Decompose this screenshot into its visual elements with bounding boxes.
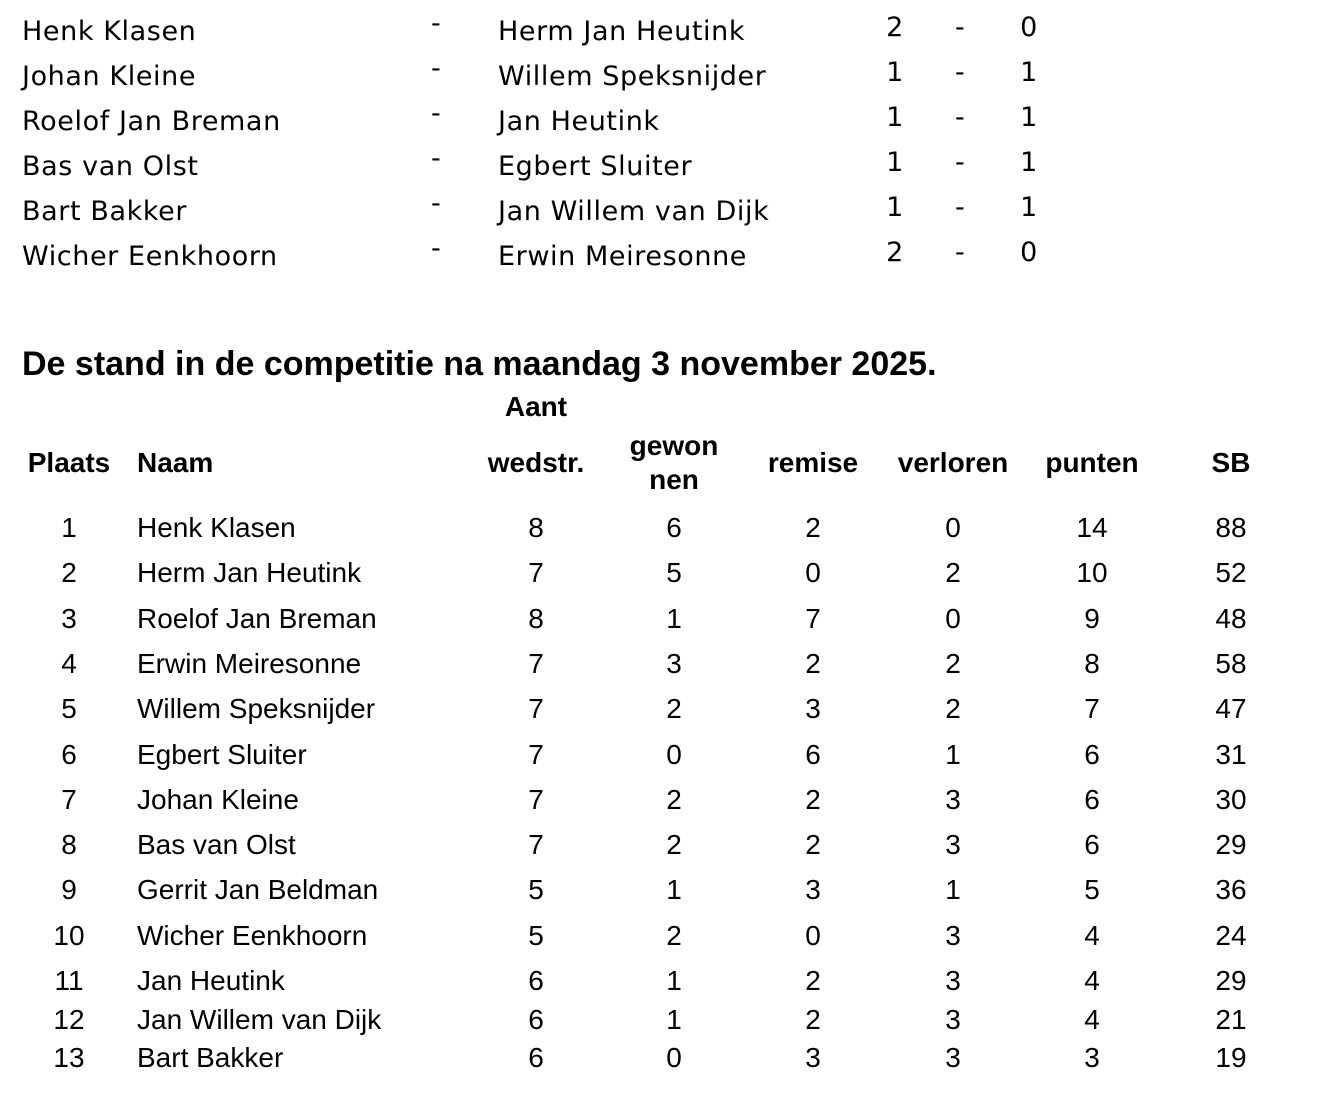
lost-cell: 1 — [945, 874, 961, 905]
points-cell: 4 — [1084, 1004, 1100, 1035]
won-cell: 3 — [666, 648, 682, 679]
won-cell: 1 — [666, 874, 682, 905]
score-away: 0 — [1020, 12, 1038, 43]
draw-cell: 2 — [805, 1004, 821, 1035]
player-name-cell: Johan Kleine — [137, 784, 299, 815]
rank-cell: 6 — [61, 739, 77, 770]
won-cell: 5 — [666, 557, 682, 588]
player-name-cell: Jan Willem van Dijk — [137, 1004, 382, 1035]
table-row — [0, 828, 1318, 868]
header-plaats: Plaats — [27, 447, 111, 478]
player-name-cell: Willem Speksnijder — [137, 693, 376, 724]
score-separator: - — [955, 102, 966, 133]
result-row — [0, 145, 1318, 190]
header-remise: remise — [767, 447, 859, 478]
games-played-cell: 7 — [528, 829, 544, 860]
draw-cell: 3 — [805, 1042, 821, 1073]
games-played-cell: 7 — [528, 648, 544, 679]
rank-cell: 9 — [61, 874, 77, 905]
draw-cell: 3 — [805, 693, 821, 724]
rank-cell: 3 — [61, 603, 77, 634]
away-player: Willem Speksnijder — [498, 61, 767, 92]
sb-cell: 21 — [1215, 1004, 1247, 1035]
rank-cell: 1 — [61, 512, 77, 543]
games-played-cell: 6 — [528, 1042, 544, 1073]
away-player: Erwin Meiresonne — [498, 241, 747, 272]
score-away: 1 — [1020, 57, 1038, 88]
games-played-cell: 6 — [528, 965, 544, 996]
header-sb: SB — [1211, 447, 1251, 478]
lost-cell: 2 — [945, 693, 961, 724]
lost-cell: 3 — [945, 920, 961, 951]
points-cell: 3 — [1084, 1042, 1100, 1073]
header-naam: Naam — [137, 447, 214, 478]
points-cell: 8 — [1084, 648, 1100, 679]
points-cell: 5 — [1084, 874, 1100, 905]
games-played-cell: 7 — [528, 557, 544, 588]
player-name-cell: Bas van Olst — [137, 829, 296, 860]
won-cell: 2 — [666, 784, 682, 815]
draw-cell: 7 — [805, 603, 821, 634]
lost-cell: 1 — [945, 739, 961, 770]
won-cell: 0 — [666, 739, 682, 770]
standings-title: De stand in de competitie na maandag 3 november 2025. — [22, 345, 937, 383]
draw-cell: 2 — [805, 784, 821, 815]
lost-cell: 2 — [945, 557, 961, 588]
points-cell: 6 — [1084, 739, 1100, 770]
score-home: 1 — [886, 192, 904, 223]
draw-cell: 0 — [805, 557, 821, 588]
games-played-cell: 7 — [528, 693, 544, 724]
games-played-cell: 7 — [528, 784, 544, 815]
table-row — [0, 511, 1318, 551]
rank-cell: 10 — [53, 920, 85, 951]
table-row — [0, 556, 1318, 596]
score-separator: - — [955, 57, 966, 88]
home-player: Bart Bakker — [22, 196, 188, 227]
score-away: 1 — [1020, 192, 1038, 223]
score-away: 1 — [1020, 147, 1038, 178]
lost-cell: 0 — [945, 603, 961, 634]
draw-cell: 2 — [805, 512, 821, 543]
sb-cell: 36 — [1215, 874, 1247, 905]
rank-cell: 5 — [61, 693, 77, 724]
sb-cell: 29 — [1215, 965, 1247, 996]
score-home: 2 — [886, 237, 904, 268]
rank-cell: 11 — [54, 965, 84, 996]
home-player: Henk Klasen — [22, 16, 197, 47]
table-row — [0, 602, 1318, 642]
table-row — [0, 873, 1318, 913]
points-cell: 6 — [1084, 784, 1100, 815]
score-away: 1 — [1020, 102, 1038, 133]
header-gewonnen-top: gewon — [629, 430, 719, 461]
table-row — [0, 1003, 1318, 1043]
lost-cell: 3 — [945, 1042, 961, 1073]
score-home: 1 — [886, 147, 904, 178]
sb-cell: 30 — [1215, 784, 1247, 815]
rank-cell: 12 — [53, 1004, 85, 1035]
rank-cell: 8 — [61, 829, 77, 860]
points-cell: 9 — [1084, 603, 1100, 634]
away-player: Herm Jan Heutink — [498, 16, 746, 47]
score-separator: - — [955, 12, 966, 43]
score-home: 1 — [886, 102, 904, 133]
draw-cell: 6 — [805, 739, 821, 770]
won-cell: 1 — [666, 965, 682, 996]
lost-cell: 2 — [945, 648, 961, 679]
lost-cell: 3 — [945, 1004, 961, 1035]
vs-separator: - — [431, 233, 442, 264]
won-cell: 1 — [666, 603, 682, 634]
away-player: Egbert Sluiter — [498, 151, 693, 182]
table-row — [0, 964, 1318, 1004]
home-player: Bas van Olst — [22, 151, 199, 182]
lost-cell: 3 — [945, 965, 961, 996]
sb-cell: 88 — [1215, 512, 1247, 543]
score-separator: - — [955, 192, 966, 223]
draw-cell: 0 — [805, 920, 821, 951]
points-cell: 4 — [1084, 965, 1100, 996]
vs-separator: - — [431, 188, 442, 219]
table-row — [0, 738, 1318, 778]
vs-separator: - — [431, 143, 442, 174]
games-played-cell: 8 — [528, 512, 544, 543]
header-verloren: verloren — [897, 447, 1009, 478]
won-cell: 0 — [666, 1042, 682, 1073]
table-row — [0, 783, 1318, 823]
sb-cell: 52 — [1215, 557, 1247, 588]
vs-separator: - — [431, 8, 442, 39]
sb-cell: 58 — [1215, 648, 1247, 679]
result-row — [0, 235, 1318, 280]
sb-cell: 47 — [1215, 693, 1247, 724]
won-cell: 2 — [666, 920, 682, 951]
header-wedstr: wedstr. — [487, 447, 585, 478]
games-played-cell: 5 — [528, 920, 544, 951]
points-cell: 4 — [1084, 920, 1100, 951]
vs-separator: - — [431, 98, 442, 129]
player-name-cell: Roelof Jan Breman — [137, 603, 377, 634]
sb-cell: 31 — [1215, 739, 1247, 770]
rank-cell: 2 — [61, 557, 77, 588]
lost-cell: 3 — [945, 784, 961, 815]
draw-cell: 2 — [805, 829, 821, 860]
rank-cell: 4 — [61, 648, 77, 679]
draw-cell: 3 — [805, 874, 821, 905]
score-separator: - — [955, 147, 966, 178]
won-cell: 2 — [666, 829, 682, 860]
lost-cell: 0 — [945, 512, 961, 543]
score-home: 2 — [886, 12, 904, 43]
draw-cell: 2 — [805, 648, 821, 679]
table-row — [0, 692, 1318, 732]
away-player: Jan Heutink — [498, 106, 660, 137]
sb-cell: 19 — [1215, 1042, 1247, 1073]
home-player: Johan Kleine — [22, 61, 197, 92]
result-row — [0, 55, 1318, 100]
games-played-cell: 8 — [528, 603, 544, 634]
won-cell: 6 — [666, 512, 682, 543]
player-name-cell: Gerrit Jan Beldman — [137, 874, 379, 905]
table-row — [0, 919, 1318, 959]
vs-separator: - — [431, 53, 442, 84]
games-played-cell: 7 — [528, 739, 544, 770]
home-player: Roelof Jan Breman — [22, 106, 281, 137]
away-player: Jan Willem van Dijk — [498, 196, 770, 227]
games-played-cell: 5 — [528, 874, 544, 905]
player-name-cell: Henk Klasen — [137, 512, 296, 543]
points-cell: 10 — [1076, 557, 1108, 588]
result-row — [0, 100, 1318, 145]
player-name-cell: Erwin Meiresonne — [137, 648, 362, 679]
score-separator: - — [955, 237, 966, 268]
home-player: Wicher Eenkhoorn — [22, 241, 278, 272]
result-row — [0, 190, 1318, 235]
draw-cell: 2 — [805, 965, 821, 996]
header-wedstr-top: Aant — [504, 391, 568, 422]
sb-cell: 24 — [1215, 920, 1247, 951]
rank-cell: 13 — [53, 1042, 85, 1073]
rank-cell: 7 — [61, 784, 77, 815]
player-name-cell: Herm Jan Heutink — [137, 557, 362, 588]
header-gewonnen-bottom: nen — [649, 464, 699, 495]
won-cell: 1 — [666, 1004, 682, 1035]
table-row — [0, 647, 1318, 687]
score-away: 0 — [1020, 237, 1038, 268]
player-name-cell: Wicher Eenkhoorn — [137, 920, 368, 951]
points-cell: 14 — [1076, 512, 1108, 543]
player-name-cell: Bart Bakker — [137, 1042, 284, 1073]
lost-cell: 3 — [945, 829, 961, 860]
sb-cell: 48 — [1215, 603, 1247, 634]
table-row — [0, 1041, 1318, 1081]
points-cell: 7 — [1084, 693, 1100, 724]
player-name-cell: Egbert Sluiter — [137, 739, 307, 770]
score-home: 1 — [886, 57, 904, 88]
result-row — [0, 10, 1318, 55]
player-name-cell: Jan Heutink — [137, 965, 285, 996]
won-cell: 2 — [666, 693, 682, 724]
games-played-cell: 6 — [528, 1004, 544, 1035]
sb-cell: 29 — [1215, 829, 1247, 860]
header-punten: punten — [1045, 447, 1139, 478]
points-cell: 6 — [1084, 829, 1100, 860]
